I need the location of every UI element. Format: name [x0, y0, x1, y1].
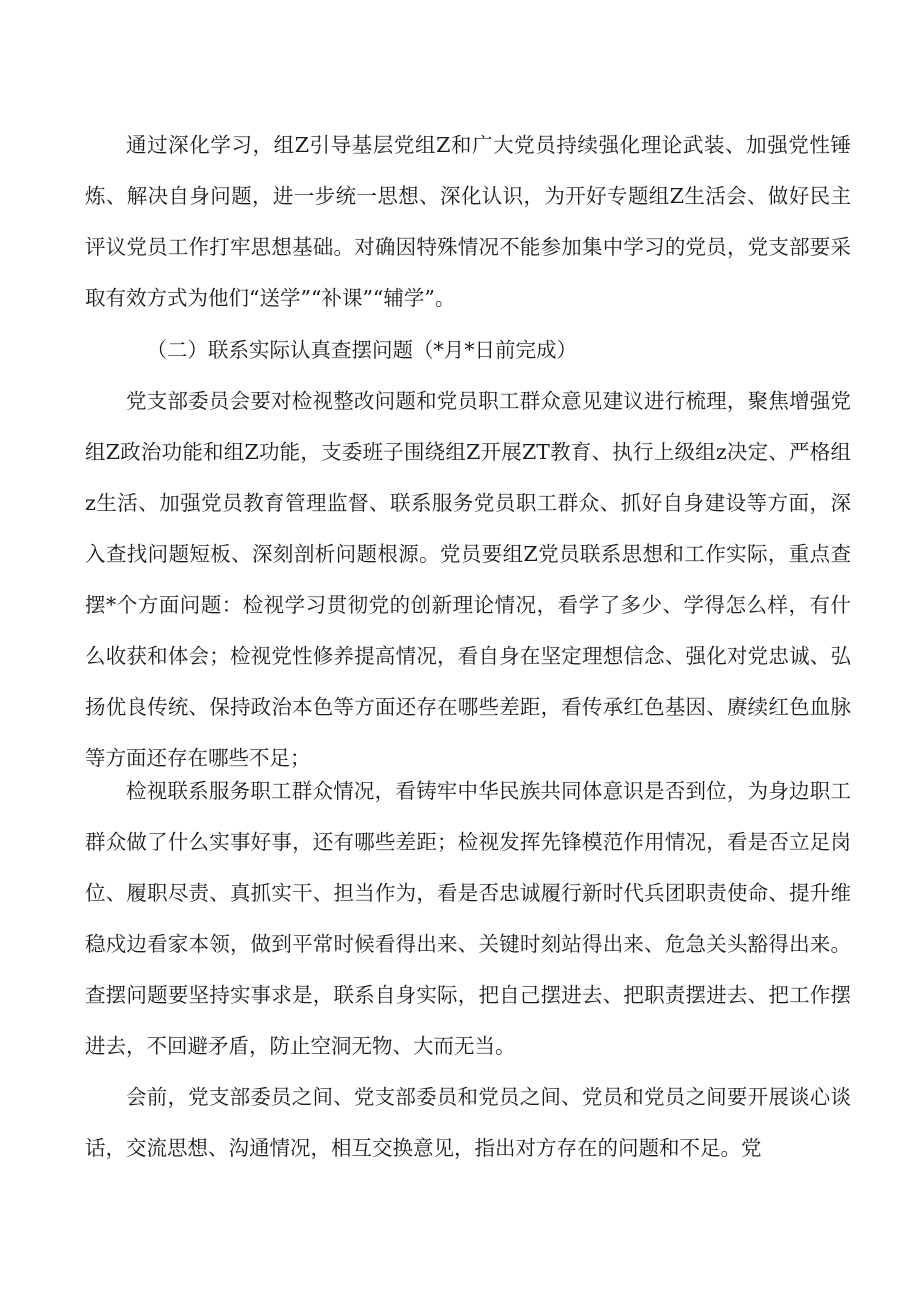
paragraph-heart-to-heart-talks [85, 1072, 851, 1174]
paragraph-text: 党支部委员会要对检视整改问题和党员职工群众意见建议进行梳理，聚焦增强党组Z政治功能和组Z功能，支委班子围绕组Z开展ZT教育、执行上级组z决定、严格组z生活、加强党员教育管理监督、联系服务党员职工群众、抓好自身建设等方面，深入查找问题短板、深刻剖析问题根源。党员要组Z党员联系思想和工作实际，重点查摆*个方面问题：检视学习贯彻党的创新理论情况，看学了多少、学得怎么样，有什么收获和体会；检视党性修养提高情况，看自身在坚定理想信念、强化对党忠诚、弘扬优良传统、保持政治本色等方面还存在哪些差距，看传承红色基因、赓续红色血脉等方面还存在哪些不足； [85, 389, 851, 770]
paragraph-text: 通过深化学习，组Z引导基层党组Z和广大党员持续强化理论武装、加强党性锤炼、解决自身问题，进一步统一思想、深化认识，为开好专题组Z生活会、做好民主评议党员工作打牢思想基础。对确因特殊情况不能参加集中学习的党员，党支部要采取有效方式为他们“送学”“补课”“辅学”。 [85, 133, 851, 310]
paragraph-committee-review [85, 376, 851, 784]
paragraph-text: 检视联系服务职工群众情况，看铸牢中华民族共同体意识是否到位，为身边职工群众做了什么实事好事，还有哪些差距；检视发挥先锋模范作用情况，看是否立足岗位、履职尽责、真抓实干、担当作为，看是否忠诚履行新时代兵团职责使命、提升维稳戍边看家本领，做到平常时候看得出来、关键时刻站得出来、危急关头豁得出来。查摆问题要坚持实事求是，联系自身实际，把自己摆进去、把职责摆进去、把工作摆进去，不回避矛盾，防止空洞无物、大而无当。 [85, 779, 851, 1058]
section-heading-find-problems [85, 325, 851, 376]
section-heading-text: （二）联系实际认真查摆问题（*月*日前完成） [146, 338, 577, 362]
paragraph-serve-masses [85, 766, 851, 1072]
paragraph-study-deepening [85, 120, 851, 324]
paragraph-text: 会前，党支部委员之间、党支部委员和党员之间、党员和党员之间要开展谈心谈话，交流思想、沟通情况，相互交换意见，指出对方存在的问题和不足。党 [85, 1085, 851, 1160]
